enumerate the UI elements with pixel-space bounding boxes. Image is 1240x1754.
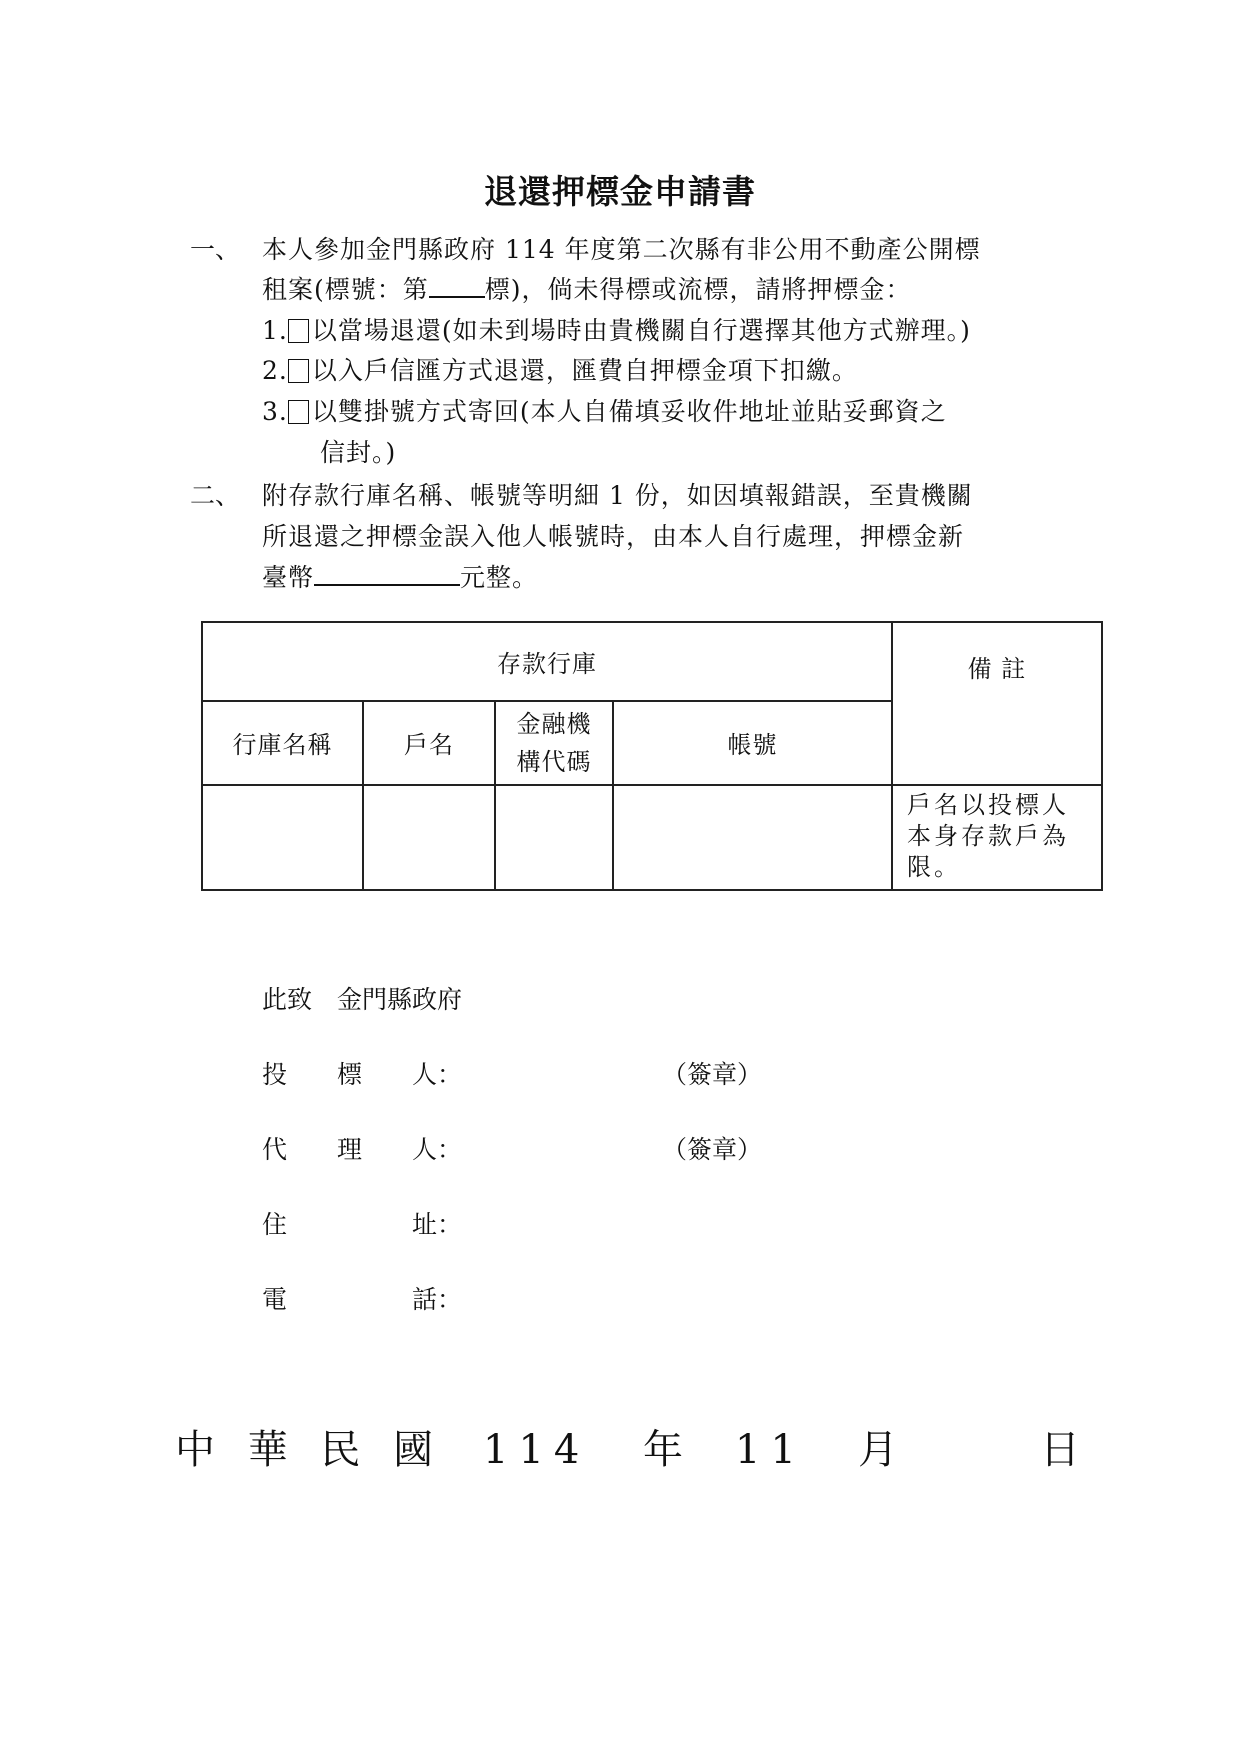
- agent-label: 代 理 人：: [262, 1135, 463, 1164]
- date-year: 114: [483, 1427, 590, 1473]
- section-1-line-1: 本人參加金門縣政府 114 年度第二次縣有非公用不動產公開標: [262, 235, 981, 264]
- tender-number-blank[interactable]: [429, 276, 485, 298]
- col-account-number: 帳號: [613, 701, 892, 786]
- option-1-checkbox[interactable]: [288, 319, 309, 343]
- date-month-unit: 月: [858, 1427, 898, 1473]
- section-2-marker: 二、: [190, 481, 241, 510]
- date-era: 中 華 民 國: [175, 1427, 444, 1473]
- address-label: 住 址：: [262, 1210, 463, 1239]
- section-2-line-3: [262, 563, 538, 593]
- col-bank-code: [495, 701, 613, 786]
- document-title: 退還押標金申請書: [484, 172, 756, 211]
- salutation: 此致 金門縣政府: [262, 985, 463, 1014]
- agent-sign-note: （簽章）: [662, 1135, 763, 1164]
- section-2-line-3-suffix: 元整。: [460, 563, 539, 592]
- bidder-label: 投 標 人：: [262, 1060, 463, 1089]
- cell-account-name[interactable]: [363, 785, 495, 890]
- option-3-checkbox[interactable]: [288, 400, 309, 424]
- section-1-marker: 一、: [190, 235, 241, 264]
- bank-group-header: 存款行庫: [202, 622, 892, 701]
- section-1-line-2-suffix: 標)，倘未得標或流標，請將押標金：: [484, 275, 912, 304]
- option-1: [262, 316, 971, 346]
- cell-remark: 戶名以投標人本身存款戶為限。: [892, 785, 1102, 890]
- option-2: [262, 356, 858, 386]
- bidder-sign-note: （簽章）: [662, 1060, 763, 1089]
- option-1-number: 1.: [262, 316, 288, 345]
- option-3-number: 3.: [262, 397, 288, 426]
- date-month: 11: [735, 1427, 806, 1473]
- option-1-text: 以當場退還(如未到場時由貴機關自行選擇其他方式辦理。): [311, 316, 971, 345]
- col-bank-code-line-1: 金融機: [516, 709, 592, 738]
- bank-account-table: [201, 621, 1103, 891]
- amount-blank[interactable]: [314, 564, 460, 586]
- col-bank-code-line-2: 構代碼: [516, 747, 592, 776]
- option-3: [262, 397, 947, 427]
- col-bank-name: 行庫名稱: [202, 701, 363, 786]
- section-2-line-2: 所退還之押標金誤入他人帳號時，由本人自行處理，押標金新: [262, 522, 965, 551]
- option-3-continuation: 信封。): [320, 438, 397, 467]
- cell-bank-code[interactable]: [495, 785, 613, 890]
- section-1-line-2-prefix: 租案(標號：第: [262, 275, 429, 304]
- section-2-line-1: 附存款行庫名稱、帳號等明細 1 份，如因填報錯誤，至貴機關: [262, 481, 973, 510]
- cell-bank-name[interactable]: [202, 785, 363, 890]
- table-row: [202, 785, 1102, 890]
- col-account-name: 戶名: [363, 701, 495, 786]
- date-year-unit: 年: [643, 1427, 683, 1473]
- section-1-line-2: [262, 275, 912, 305]
- cell-account-number[interactable]: [613, 785, 892, 890]
- option-2-text: 以入戶信匯方式退還，匯費自押標金項下扣繳。: [311, 356, 858, 385]
- date-day-unit: 日: [1040, 1427, 1080, 1473]
- option-2-number: 2.: [262, 356, 288, 385]
- option-3-text: 以雙掛號方式寄回(本人自備填妥收件地址並貼妥郵資之: [311, 397, 947, 426]
- phone-label: 電 話：: [262, 1285, 463, 1314]
- section-2-line-3-prefix: 臺幣: [262, 563, 315, 592]
- option-2-checkbox[interactable]: [288, 359, 309, 383]
- remark-header: 備 註: [892, 622, 1102, 785]
